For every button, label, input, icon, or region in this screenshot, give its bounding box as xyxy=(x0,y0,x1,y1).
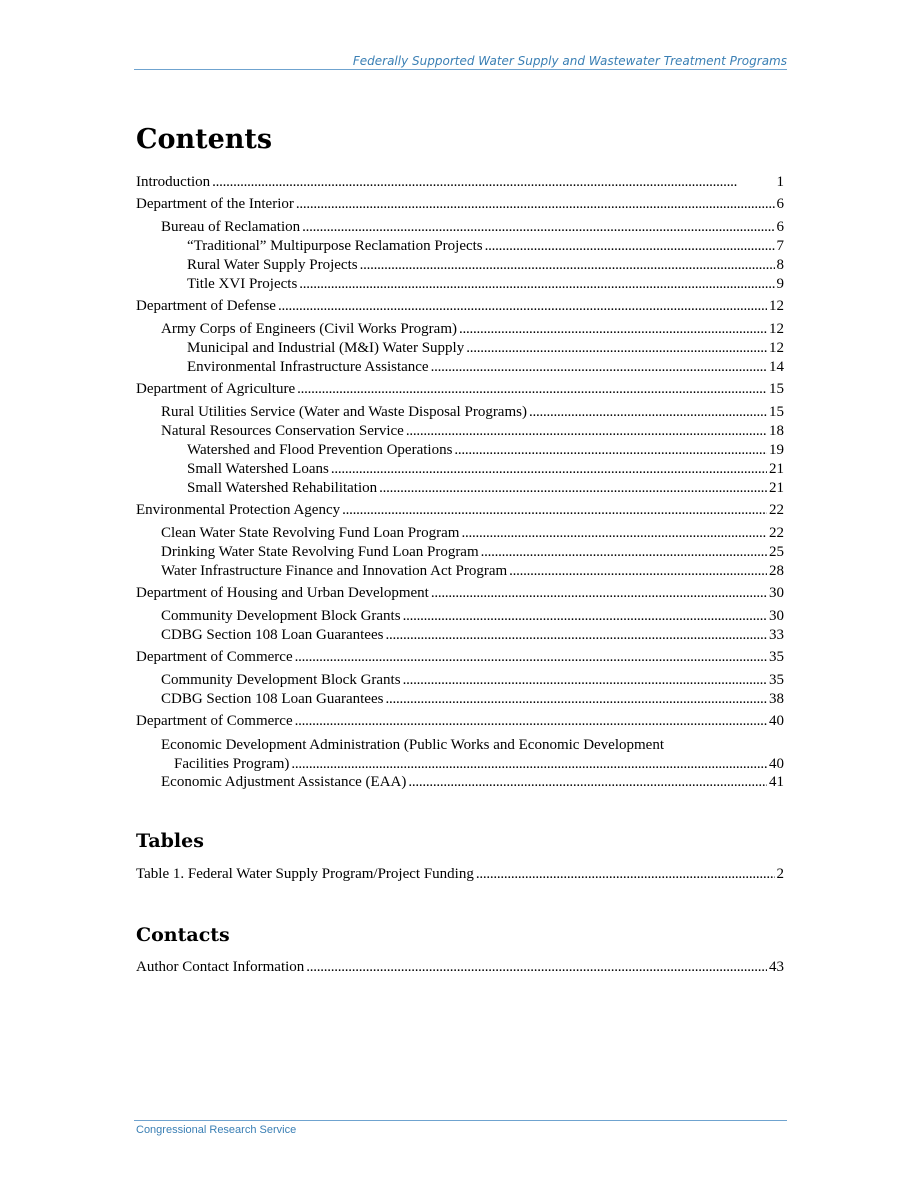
toc-entry-page: 21 xyxy=(769,480,784,496)
toc-entry-natural-resources-conservation-service[interactable] xyxy=(136,423,784,442)
dot-leader xyxy=(509,563,767,580)
dot-leader xyxy=(431,359,767,376)
toc-entry-label: Table 1. Federal Water Supply Program/Project Funding xyxy=(136,866,474,882)
toc-entry-page: 15 xyxy=(769,404,784,420)
toc-entry-label: Title XVI Projects xyxy=(187,276,298,292)
toc-entry-page: 19 xyxy=(769,442,784,458)
toc-entry-economic-development-administration[interactable] xyxy=(136,736,784,776)
toc-entry-label: Author Contact Information xyxy=(136,959,305,975)
footer-organization: Congressional Research Service xyxy=(136,1124,297,1136)
dot-leader xyxy=(431,585,767,602)
toc-entry-environmental-infrastructure-assistance[interactable] xyxy=(136,359,784,378)
toc-entry-page: 1 xyxy=(776,174,784,190)
toc-entry-cdbg-section-108[interactable] xyxy=(136,691,784,710)
toc-entry-drinking-water-srf[interactable] xyxy=(136,544,784,563)
dot-leader xyxy=(299,276,774,293)
dot-leader xyxy=(385,627,767,644)
toc-entry-title-xvi-projects[interactable] xyxy=(136,276,784,295)
dot-leader xyxy=(476,866,775,883)
toc-entry-small-watershed-rehabilitation[interactable] xyxy=(136,480,784,499)
toc-entry-page: 38 xyxy=(769,691,784,707)
toc-entry-cdbg-section-108[interactable] xyxy=(136,627,784,646)
toc-entry-page: 15 xyxy=(769,381,784,397)
toc-entry-department-of-defense[interactable] xyxy=(136,298,784,317)
toc-entry-page: 41 xyxy=(769,774,784,790)
footer-divider xyxy=(134,1120,787,1121)
toc-entry-cdbg[interactable] xyxy=(136,608,784,627)
toc-entry-page: 12 xyxy=(769,321,784,337)
toc-entry-label: “Traditional” Multipurpose Reclamation Projects xyxy=(187,238,483,254)
toc-entry-clean-water-srf[interactable] xyxy=(136,525,784,544)
toc-entry-page: 2 xyxy=(776,866,784,882)
dot-leader xyxy=(485,238,775,255)
toc-entry-label: CDBG Section 108 Loan Guarantees xyxy=(161,627,384,643)
toc-entry-page: 22 xyxy=(769,525,784,541)
dot-leader xyxy=(454,442,767,459)
toc-entry-department-of-agriculture[interactable] xyxy=(136,381,784,400)
toc-entry-wifia-program[interactable] xyxy=(136,563,784,582)
toc-entry-label: Department of Defense xyxy=(136,298,276,314)
toc-entry-page: 30 xyxy=(769,608,784,624)
toc-entry-department-of-commerce[interactable] xyxy=(136,649,784,668)
dot-leader xyxy=(291,755,767,774)
toc-entry-page: 33 xyxy=(769,627,784,643)
dot-leader xyxy=(408,774,767,791)
dot-leader xyxy=(331,461,767,478)
toc-entry-label: Economic Adjustment Assistance (EAA) xyxy=(161,774,407,790)
dot-leader xyxy=(379,480,767,497)
toc-entry-page: 7 xyxy=(776,238,784,254)
dot-leader xyxy=(342,502,767,519)
toc-entry-label: Department of Agriculture xyxy=(136,381,296,397)
toc-entry-label: CDBG Section 108 Loan Guarantees xyxy=(161,691,384,707)
toc-entry-label: Small Watershed Loans xyxy=(187,461,329,477)
toc-entry-page: 18 xyxy=(769,423,784,439)
toc-entry-label: Introduction xyxy=(136,174,211,190)
tables-heading: Tables xyxy=(136,830,204,852)
dot-leader xyxy=(295,713,767,730)
dot-leader xyxy=(278,298,767,315)
toc-entry-label: Natural Resources Conservation Service xyxy=(161,423,404,439)
toc-entry-label: Small Watershed Rehabilitation xyxy=(187,480,378,496)
toc-entry-page: 28 xyxy=(769,563,784,579)
toc-entry-cdbg[interactable] xyxy=(136,672,784,691)
toc-entry-page: 6 xyxy=(776,196,784,212)
toc-entry-label: Rural Utilities Service (Water and Waste Disposal Programs) xyxy=(161,404,527,420)
dot-leader xyxy=(529,404,767,421)
dot-leader xyxy=(403,608,767,625)
toc-entry-environmental-protection-agency[interactable] xyxy=(136,502,784,521)
toc-entry-page: 8 xyxy=(776,257,784,273)
dot-leader xyxy=(302,219,774,236)
dot-leader xyxy=(212,174,774,191)
toc-entry-label: Community Development Block Grants xyxy=(161,672,401,688)
toc-entry-label: Water Infrastructure Finance and Innovation Act Program xyxy=(161,563,508,579)
dot-leader xyxy=(403,672,767,689)
dot-leader xyxy=(466,340,767,357)
contents-heading: Contents xyxy=(136,124,273,155)
dot-leader xyxy=(461,525,767,542)
dot-leader xyxy=(406,423,767,440)
toc-entry-page: 12 xyxy=(769,340,784,356)
dot-leader xyxy=(306,959,767,976)
toc-entry-page: 40 xyxy=(769,756,784,772)
toc-entry-label: Environmental Infrastructure Assistance xyxy=(187,359,429,375)
toc-entry-label: Department of Housing and Urban Development xyxy=(136,585,429,601)
toc-entry-label: Drinking Water State Revolving Fund Loan Program xyxy=(161,544,479,560)
toc-entry-page: 21 xyxy=(769,461,784,477)
toc-entry-page: 14 xyxy=(769,359,784,375)
toc-entry-bureau-of-reclamation[interactable] xyxy=(136,219,784,238)
toc-entry-page: 25 xyxy=(769,544,784,560)
toc-entry-page: 40 xyxy=(769,713,784,729)
toc-entry-label: Department of Commerce xyxy=(136,713,293,729)
toc-entry-page: 35 xyxy=(769,649,784,665)
toc-entry-page: 6 xyxy=(776,219,784,235)
dot-leader xyxy=(360,257,775,274)
toc-entry-rural-utilities-service[interactable] xyxy=(136,404,784,423)
dot-leader xyxy=(385,691,767,708)
contacts-heading: Contacts xyxy=(136,924,230,946)
dot-leader xyxy=(296,196,775,213)
toc-entry-page: 9 xyxy=(776,276,784,292)
header-divider xyxy=(134,69,787,70)
toc-entry-label: Environmental Protection Agency xyxy=(136,502,341,518)
toc-entry-page: 35 xyxy=(769,672,784,688)
toc-entry-label: Army Corps of Engineers (Civil Works Program) xyxy=(161,321,457,337)
toc-entry-label: Community Development Block Grants xyxy=(161,608,401,624)
toc-entry-page: 22 xyxy=(769,502,784,518)
running-header: Federally Supported Water Supply and Wastewater Treatment Programs xyxy=(352,54,787,68)
dot-leader xyxy=(481,544,767,561)
toc-entry-label: Economic Development Administration (Public Works and Economic Development xyxy=(161,737,664,753)
toc-entry-department-of-commerce[interactable] xyxy=(136,713,784,732)
toc-entry-traditional-multipurpose-projects[interactable] xyxy=(136,238,784,257)
toc-entry-page: 30 xyxy=(769,585,784,601)
toc-entry-municipal-and-industrial-water-supply[interactable] xyxy=(136,340,784,359)
toc-entry-label: Municipal and Industrial (M&I) Water Supply xyxy=(187,340,465,356)
toc-entry-label-continued: Facilities Program) xyxy=(174,756,290,772)
toc-entry-label: Rural Water Supply Projects xyxy=(187,257,358,273)
toc-entry-page: 43 xyxy=(769,959,784,975)
toc-entry-table-1[interactable] xyxy=(136,866,784,885)
toc-entry-label: Department of Commerce xyxy=(136,649,293,665)
toc-entry-rural-water-supply-projects[interactable] xyxy=(136,257,784,276)
toc-entry-army-corps-of-engineers[interactable] xyxy=(136,321,784,340)
toc-entry-label: Department of the Interior xyxy=(136,196,294,212)
dot-leader xyxy=(459,321,767,338)
toc-entry-economic-adjustment-assistance[interactable] xyxy=(136,774,784,793)
toc-entry-watershed-and-flood-prevention[interactable] xyxy=(136,442,784,461)
toc-entry-author-contact-information[interactable] xyxy=(136,959,784,978)
dot-leader xyxy=(295,649,767,666)
toc-entry-small-watershed-loans[interactable] xyxy=(136,461,784,480)
toc-entry-department-of-the-interior[interactable] xyxy=(136,196,784,215)
toc-entry-continuation xyxy=(161,755,784,774)
toc-entry-page: 12 xyxy=(769,298,784,314)
toc-entry-label: Bureau of Reclamation xyxy=(161,219,301,235)
toc-entry-label: Clean Water State Revolving Fund Loan Program xyxy=(161,525,460,541)
toc-entry-introduction[interactable] xyxy=(136,174,784,193)
toc-entry-department-of-housing[interactable] xyxy=(136,585,784,604)
toc-entry-label: Watershed and Flood Prevention Operations xyxy=(187,442,453,458)
dot-leader xyxy=(297,381,767,398)
